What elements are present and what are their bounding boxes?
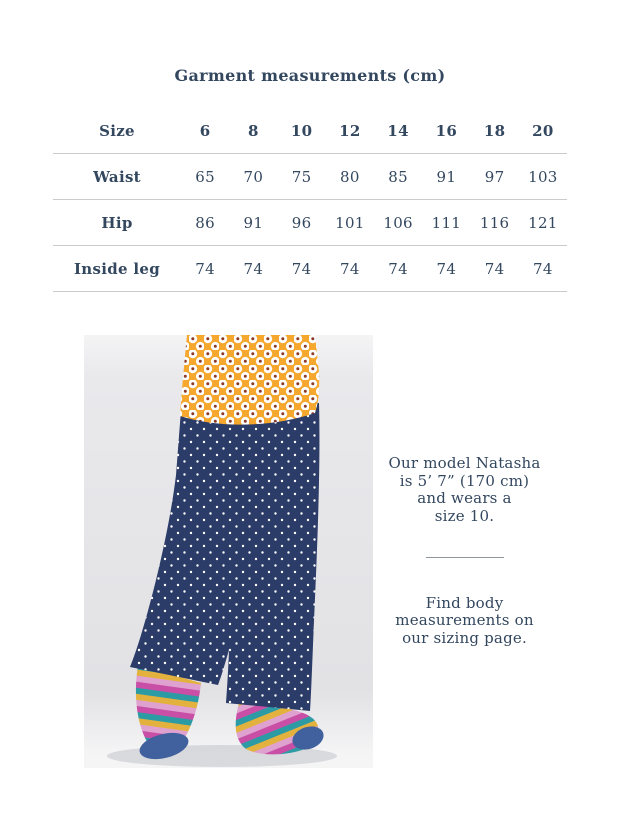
garment-measurements-table	[53, 108, 567, 292]
model-info	[372, 455, 557, 648]
table-header-size-18: 18	[483, 121, 506, 140]
waist-value: 91	[436, 167, 457, 186]
model-info-line: our sizing page.	[402, 629, 527, 648]
waist-value: 103	[528, 167, 558, 186]
product-photo	[84, 335, 373, 768]
waist-value: 80	[340, 167, 360, 186]
model-info-line: and wears a	[417, 489, 512, 508]
table-header-size-20: 20	[532, 121, 554, 140]
table-header-size: Size	[99, 121, 135, 140]
table-row-hip	[53, 200, 567, 246]
model-info-paragraph-2	[372, 595, 557, 648]
table-header-row	[53, 108, 567, 154]
waist-value: 85	[388, 167, 408, 186]
model-info-line: is 5’ 7” (170 cm)	[399, 471, 530, 490]
row-label-hip: Hip	[101, 213, 133, 232]
model-info-line: size 10.	[434, 507, 495, 526]
table-header-size-10: 10	[290, 121, 313, 140]
divider-line	[426, 557, 504, 558]
inside-leg-value: 74	[195, 259, 215, 278]
model-info-line: Find body	[425, 593, 504, 612]
hip-value: 91	[243, 213, 264, 232]
waist-value: 70	[243, 167, 264, 186]
model-top	[180, 335, 319, 425]
product-photo-svg	[84, 335, 373, 768]
inside-leg-value: 74	[243, 259, 264, 278]
waist-value: 97	[484, 167, 505, 186]
table-row-inside-leg	[53, 246, 567, 292]
inside-leg-value: 74	[484, 259, 505, 278]
waist-value: 65	[195, 167, 215, 186]
model-info-paragraph-1	[372, 455, 557, 526]
inside-leg-value: 74	[533, 259, 553, 278]
inside-leg-value: 74	[388, 259, 408, 278]
table-header-size-14: 14	[387, 121, 409, 140]
table-header-size-8: 8	[248, 121, 259, 140]
model-info-line: Our model Natasha	[388, 454, 541, 472]
hip-value: 86	[195, 213, 215, 232]
hip-value: 116	[479, 213, 510, 232]
table-row-waist	[53, 154, 567, 200]
hip-value: 106	[383, 213, 413, 232]
hip-value: 121	[528, 213, 558, 232]
table-header-size-16: 16	[435, 121, 458, 140]
inside-leg-value: 74	[340, 259, 360, 278]
inside-leg-value: 74	[291, 259, 312, 278]
hip-value: 101	[335, 213, 365, 232]
page-title: Garment measurements (cm)	[174, 66, 446, 85]
model-info-line: measurements on	[395, 611, 534, 630]
hip-value: 111	[431, 213, 462, 232]
inside-leg-value: 74	[436, 259, 457, 278]
row-label-inside-leg: Inside leg	[73, 259, 161, 278]
hip-value: 96	[291, 213, 312, 232]
table-header-size-6: 6	[199, 121, 211, 140]
row-label-waist: Waist	[93, 167, 141, 186]
waist-value: 75	[291, 167, 312, 186]
table-header-size-12: 12	[339, 121, 361, 140]
